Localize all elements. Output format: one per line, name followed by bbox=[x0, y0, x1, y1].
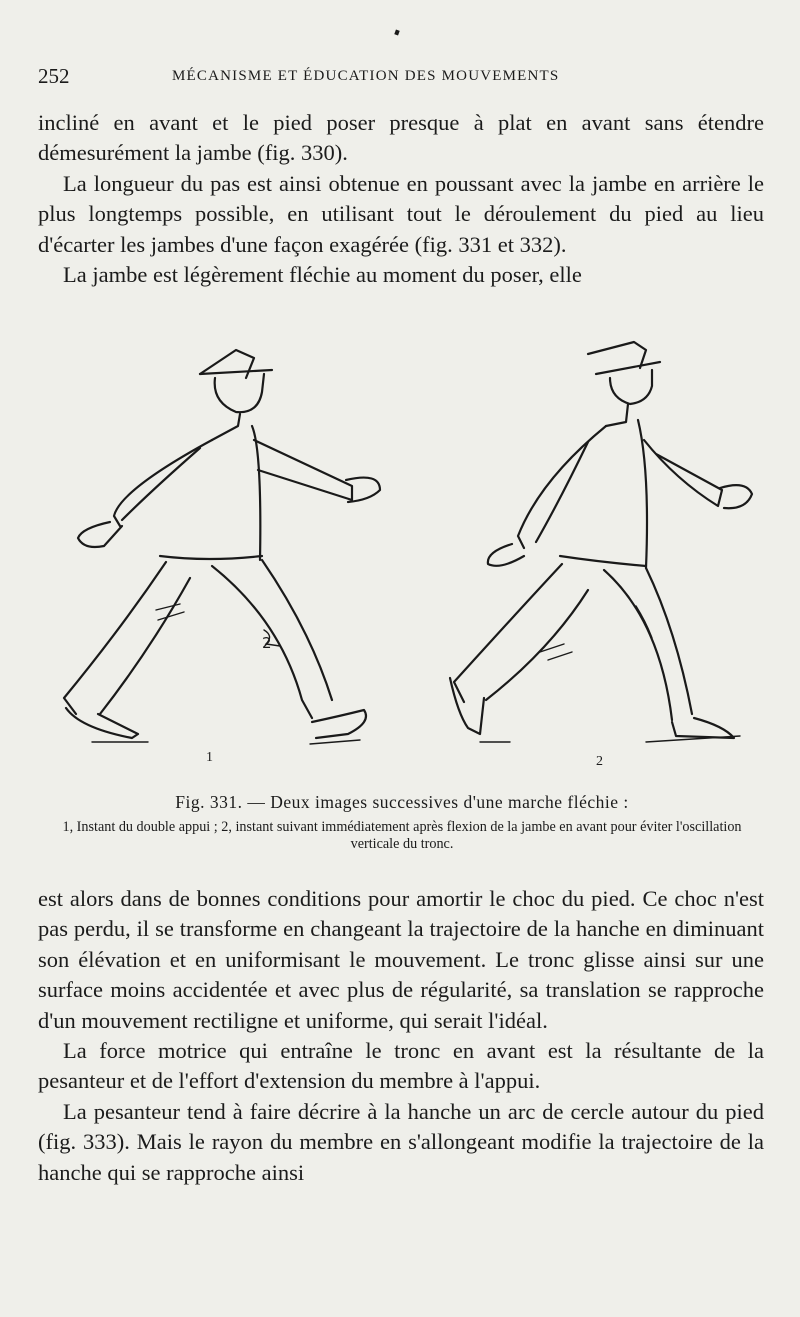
caption-body: 1, Instant du double appui ; 2, instant suivant immédiatement après flexion de la jambe en avant pour éviter l'oscillation verticale du tronc. bbox=[62, 819, 742, 852]
paragraph-continued: incliné en avant et le pied poser presque à plat en avant sans étendre démesurément la jambe (fig. 330). bbox=[38, 110, 764, 166]
caption-title: Fig. 331. — Deux images successives d'une marche fléchie : bbox=[175, 792, 629, 812]
figure-label-2: 2 bbox=[596, 754, 603, 769]
paragraph-continued: est alors dans de bonnes conditions pour amortir le choc du pied. Ce choc n'est pas perdu, il se transforme en changeant la trajectoire de la hanche en diminuant son élévation et en uniformisant le mouvement. Le tronc glisse ainsi sur une surface moins accidentée et avec plus de régularité, sa translation se rapproche d'un mouvement rectiligne et uniforme, qui serait l'idéal. bbox=[38, 886, 764, 1033]
page-header bbox=[38, 64, 764, 88]
ink-speck bbox=[394, 29, 399, 35]
figure-label-1: 1 bbox=[206, 750, 213, 765]
figure-caption bbox=[40, 792, 764, 853]
walker-figure-1 bbox=[64, 350, 380, 744]
sketch-marker-text: 2 bbox=[262, 634, 272, 652]
paragraph: La force motrice qui entraîne le tronc en avant est la résultante de la pesanteur et de l'effort d'extension du membre à l'appui. bbox=[38, 1038, 764, 1094]
paragraph: La longueur du pas est ainsi obtenue en poussant avec la jambe en arrière le plus longtemps possible, en utilisant tout le déroulement du pied au lieu d'écarter les jambes d'une façon exagérée (fig. 331 et 332). bbox=[38, 170, 764, 257]
body-text-bottom bbox=[38, 884, 764, 1188]
page-number: 252 bbox=[38, 64, 70, 88]
running-head: MÉCANISME ET ÉDUCATION DES MOUVEMENTS bbox=[172, 68, 560, 84]
paragraph: La jambe est légèrement fléchie au moment du poser, elle bbox=[63, 262, 582, 288]
paragraph: La pesanteur tend à faire décrire à la hanche un arc de cercle autour du pied (fig. 333). Mais le rayon du membre en s'allongeant modifie la trajectoire de la hanche qui se rapproche ainsi bbox=[38, 1098, 764, 1185]
body-text-top bbox=[38, 108, 764, 290]
walker-figure-2 bbox=[450, 342, 752, 742]
walking-figures-illustration bbox=[40, 330, 770, 770]
figure-331 bbox=[40, 330, 770, 770]
